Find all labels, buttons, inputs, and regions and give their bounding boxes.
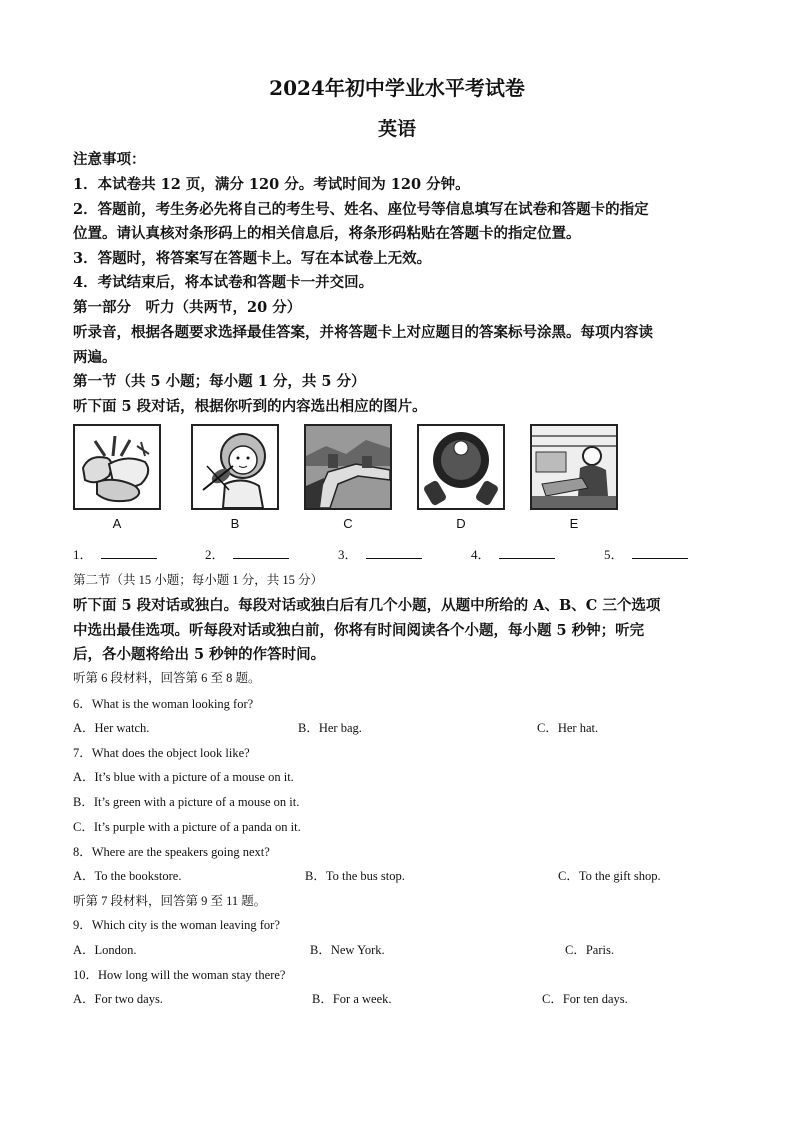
option-b[interactable]: B．It’s green with a picture of a mouse on it. xyxy=(73,795,300,809)
page-title: 2024年初中学业水平考试卷 xyxy=(269,76,525,100)
section2-instruction: 中选出最佳选项。听每段对话或独白前，你将有时间阅读各个小题，每小题 5 秒钟；听完 xyxy=(73,622,645,639)
option-a[interactable]: A．London. xyxy=(73,943,137,957)
question-stem: 6．What is the woman looking for? xyxy=(73,697,254,711)
note-line: 3．答题时，将答案写在答题卡上。写在本试卷上无效。 xyxy=(73,250,432,267)
part1-instruction: 听录音，根据各题要求选择最佳答案，并将答题卡上对应题目的答案标号涂黑。每项内容读 xyxy=(73,324,653,341)
picture-label: A xyxy=(112,516,122,531)
great-wall-icon xyxy=(304,424,392,510)
blank-number: 3． xyxy=(338,547,358,562)
option-b[interactable]: B．For a week. xyxy=(312,992,392,1006)
option-c[interactable]: C．Paris. xyxy=(565,943,614,957)
picture-label: B xyxy=(230,516,240,531)
section1-heading: 第一节（共 5 小题；每小题 1 分，共 5 分） xyxy=(73,373,366,390)
question-stem: 8．Where are the speakers going next? xyxy=(73,845,270,859)
option-a[interactable]: A．For two days. xyxy=(73,992,163,1006)
answer-blank[interactable] xyxy=(604,544,688,563)
blank-line xyxy=(366,546,422,559)
subject-title: 英语 xyxy=(377,118,416,140)
option-c[interactable]: C．Her hat. xyxy=(537,721,599,735)
section2-instruction: 后，各小题将给出 5 秒钟的作答时间。 xyxy=(73,646,326,663)
blank-line xyxy=(499,546,555,559)
answer-blank[interactable] xyxy=(338,544,422,563)
note-line: 2．答题前，考生务必先将自己的考生号、姓名、座位号等信息填写在试卷和答题卡的指定 xyxy=(73,201,649,218)
part1-heading: 第一部分 听力（共两节，20 分） xyxy=(73,299,302,316)
ping-pong-icon xyxy=(417,424,505,510)
picture-label: D xyxy=(456,516,466,531)
picture-label: E xyxy=(569,516,579,531)
option-b[interactable]: B．To the bus stop. xyxy=(305,869,405,883)
option-b[interactable]: B．New York. xyxy=(310,943,385,957)
section2-heading: 第二节（共 15 小题；每小题 1 分，共 15 分） xyxy=(73,573,324,587)
blank-number: 4． xyxy=(471,547,491,562)
option-a[interactable]: A．It’s blue with a picture of a mouse on it. xyxy=(73,770,294,784)
option-c[interactable]: C．To the gift shop. xyxy=(558,869,661,883)
material-heading: 听第 6 段材料，回答第 6 至 8 题。 xyxy=(73,671,261,685)
note-line: 4．考试结束后，将本试卷和答题卡一并交回。 xyxy=(73,274,374,291)
note-line: 位置。请认真核对条形码上的相关信息后，将条形码粘贴在答题卡的指定位置。 xyxy=(73,225,581,242)
note-line: 1．本试卷共 12 页，满分 120 分。考试时间为 120 分钟。 xyxy=(73,176,470,193)
question-stem: 7．What does the object look like? xyxy=(73,746,250,760)
option-c[interactable]: C．It’s purple with a picture of a panda on it. xyxy=(73,820,301,834)
option-a[interactable]: A．To the bookstore. xyxy=(73,869,182,883)
answer-blank[interactable] xyxy=(471,544,555,563)
answer-blank[interactable] xyxy=(205,544,289,563)
picture-label: C xyxy=(343,516,353,531)
blank-number: 5． xyxy=(604,547,624,562)
question-stem: 9．Which city is the woman leaving for? xyxy=(73,918,280,932)
material-heading: 听第 7 段材料，回答第 9 至 11 题。 xyxy=(73,894,267,908)
section1-instruction: 听下面 5 段对话，根据你听到的内容选出相应的图片。 xyxy=(73,398,427,415)
part1-instruction: 两遍。 xyxy=(73,349,117,366)
option-b[interactable]: B．Her bag. xyxy=(298,721,362,735)
cooking-man-icon xyxy=(530,424,618,510)
violin-girl-icon xyxy=(191,424,279,510)
option-c[interactable]: C．For ten days. xyxy=(542,992,628,1006)
blank-line xyxy=(632,546,688,559)
question-stem: 10．How long will the woman stay there? xyxy=(73,968,286,982)
option-a[interactable]: A．Her watch. xyxy=(73,721,150,735)
section2-instruction: 听下面 5 段对话或独白。每段对话或独白后有几个小题，从题中所给的 A、B、C 三个选项 xyxy=(73,597,661,614)
blank-number: 2． xyxy=(205,547,225,562)
answer-blank[interactable] xyxy=(73,544,157,563)
notes-heading: 注意事项： xyxy=(73,151,146,168)
blank-line xyxy=(101,546,157,559)
blank-line xyxy=(233,546,289,559)
vegetables-icon xyxy=(73,424,161,510)
blank-number: 1． xyxy=(73,547,93,562)
